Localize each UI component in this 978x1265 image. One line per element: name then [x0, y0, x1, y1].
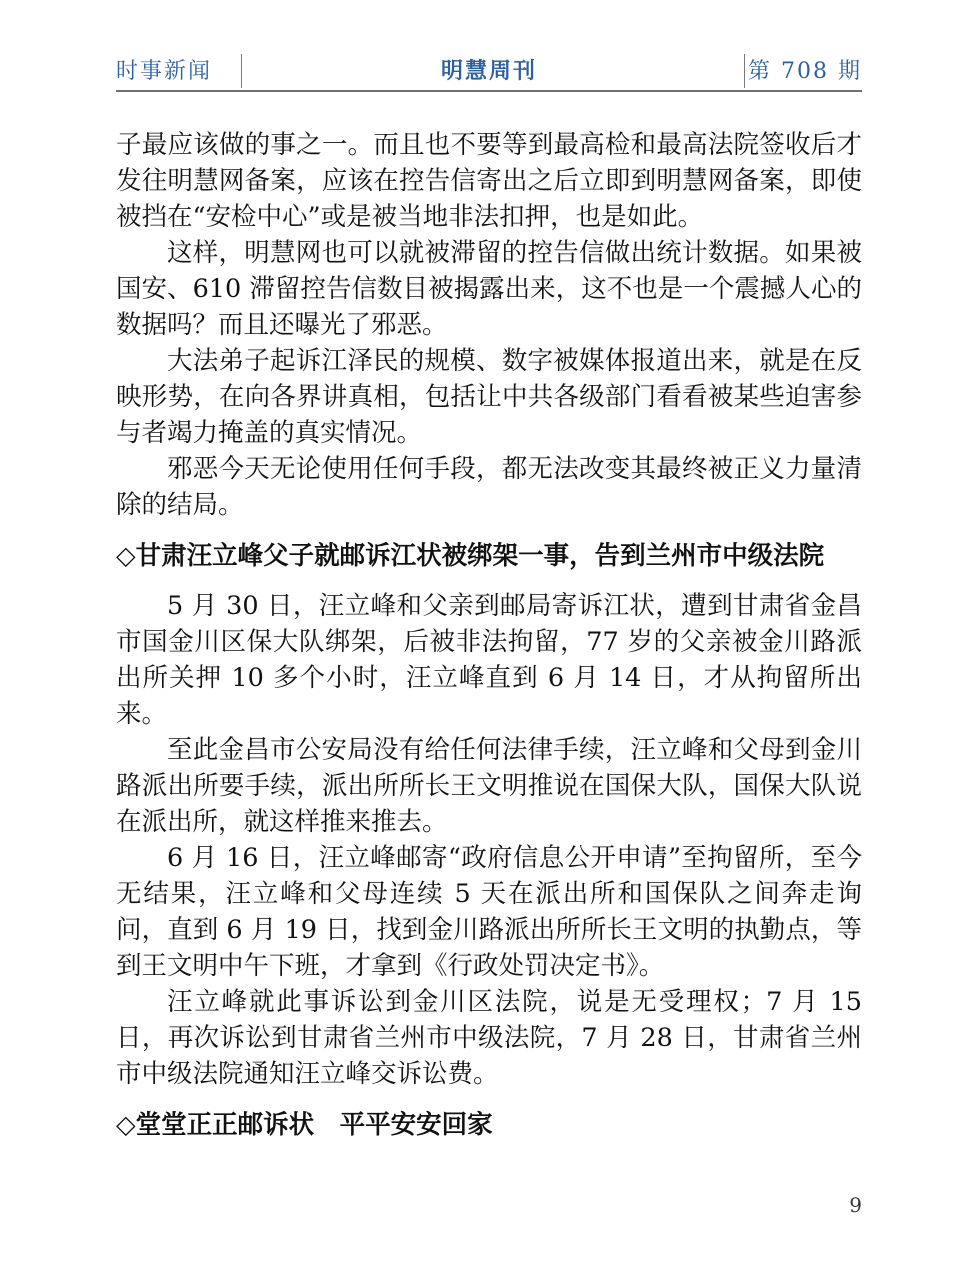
page-header — [116, 52, 862, 90]
publication-title: 明慧周刊 — [440, 59, 537, 84]
section-label: 时事新闻 — [116, 59, 213, 84]
section-heading: ◇甘肃汪立峰父子就邮诉江状被绑架一事，告到兰州市中级法院 — [116, 541, 825, 571]
page-number: 9 — [849, 1193, 862, 1217]
article-body — [116, 127, 862, 1143]
header-rule — [116, 90, 862, 92]
header-divider-right — [744, 54, 745, 88]
body-paragraph: 邪恶今天无论使用任何手段，都无法改变其最终被正义力量清除的结局。 — [116, 454, 862, 520]
body-paragraph: 汪立峰就此事诉讼到金川区法院，说是无受理权；7 月 15 日，再次诉讼到甘肃省兰州市中级法院，7 月 28 日，甘肃省兰州市中级法院通知汪立峰交诉讼费。 — [116, 987, 862, 1089]
body-paragraph: 这样，明慧网也可以就被滞留的控告信做出统计数据。如果被国安、610 滞留控告信数目被揭露出来，这不也是一个震撼人心的数据吗？而且还曝光了邪恶。 — [116, 238, 862, 340]
issue-number: 第 708 期 — [748, 59, 862, 84]
body-paragraph: 子最应该做的事之一。而且也不要等到最高检和最高法院签收后才发往明慧网备案，应该在控告信寄出之后立即到明慧网备案，即使被挡在“安检中心”或是被当地非法扣押，也是如此。 — [116, 130, 862, 232]
body-paragraph: 至此金昌市公安局没有给任何法律手续，汪立峰和父母到金川路派出所要手续，派出所所长王文明推说在国保大队，国保大队说在派出所，就这样推来推去。 — [116, 735, 862, 837]
section-heading: ◇堂堂正正邮诉状 平平安安回家 — [116, 1110, 493, 1140]
body-paragraph: 5 月 30 日，汪立峰和父亲到邮局寄诉江状，遭到甘肃省金昌市国金川区保大队绑架，后被非法拘留，77 岁的父亲被金川路派出所关押 10 多个小时，汪立峰直到 6 月 14 日，才从拘留所出来。 — [116, 591, 862, 729]
body-paragraph: 大法弟子起诉江泽民的规模、数字被媒体报道出来，就是在反映形势，在向各界讲真相，包括让中共各级部门看看被某些迫害参与者竭力掩盖的真实情况。 — [116, 346, 862, 448]
body-paragraph: 6 月 16 日，汪立峰邮寄“政府信息公开申请”至拘留所，至今无结果，汪立峰和父母连续 5 天在派出所和国保队之间奔走询问，直到 6 月 19 日，找到金川路派出所所长王文明的执勤点，等到王文明中午下班，才拿到《行政处罚决定书》。 — [116, 843, 862, 981]
